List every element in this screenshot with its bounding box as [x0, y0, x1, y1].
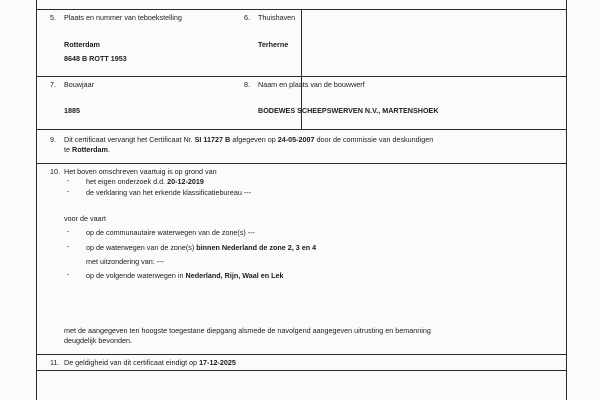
bullet-4: -: [67, 244, 70, 251]
section-9-line1: [64, 135, 433, 144]
section-5-number: 5.: [50, 13, 56, 22]
section-5-label: Plaats en nummer van teboekstelling: [64, 13, 182, 22]
section-9-text-c: door de commissie van deskundigen: [316, 135, 434, 144]
section-9-text-a: Dit certificaat vervangt het Certificaat Nr.: [64, 135, 193, 144]
rule-after-7-8: [36, 129, 567, 130]
section-11-date: 17-12-2025: [199, 358, 236, 367]
section-7-number: 7.: [50, 80, 56, 89]
section-9-line2-a: te: [64, 145, 70, 154]
section-11-text: De geldigheid van dit certificaat eindigt op: [64, 358, 198, 367]
bullet-3: -: [67, 229, 70, 236]
section-9-text-b: afgegeven op: [232, 135, 276, 144]
section-10-closing-line2: deugdelijk bevonden.: [64, 336, 132, 345]
section-9-line2: [64, 145, 110, 154]
section-10-voor-de-vaart: voor de vaart: [64, 214, 106, 223]
bullet-5: -: [67, 272, 70, 279]
section-8-number: 8.: [244, 80, 250, 89]
item-5-text: op de volgende waterwegen in: [86, 271, 184, 280]
item-1-text: het eigen onderzoek d.d.: [86, 177, 166, 186]
section-10-item-4: [86, 243, 316, 252]
rule-after-11: [36, 370, 567, 371]
section-6-number: 6.: [244, 13, 250, 22]
section-10-item-2: de verklaring van het erkende klassificatiebureau ---: [86, 188, 251, 197]
bullet-2: -: [67, 189, 70, 196]
section-10-closing-line1: met de aangegeven ten hoogste toegestane diepgang alsmede de navolgend aangegeven uitrusting en bemanning: [64, 326, 431, 335]
section-6-value: Terherne: [258, 40, 289, 49]
section-8-label: Naam en plaats van de bouwwerf: [258, 80, 365, 89]
section-9-date: 24-05-2007: [277, 135, 315, 144]
section-10-exception: met uitzondering van: ---: [86, 257, 164, 266]
section-8-value: BODEWES SCHEEPSWERVEN N.V., MARTENSHOEK: [258, 106, 439, 115]
section-10-item-3: op de communautaire waterwegen van de zone(s) ---: [86, 228, 255, 237]
section-7-label: Bouwjaar: [64, 80, 94, 89]
item-4-text: op de waterwegen van de zone(s): [86, 243, 195, 252]
section-5-value-number: 8648 B ROTT 1953: [64, 54, 127, 63]
rule-after-9: [36, 163, 567, 164]
item-4-zones: binnen Nederland de zone 2, 3 en 4: [196, 243, 317, 252]
section-9-place: Rotterdam: [72, 145, 108, 154]
section-9-cert-number: SI 11727 B: [194, 135, 231, 144]
section-5-value-place: Rotterdam: [64, 40, 100, 49]
section-11-line: [64, 358, 236, 367]
section-7-value: 1885: [64, 106, 80, 115]
bullet-1: -: [67, 178, 70, 185]
item-5-waterways: Nederland, Rijn, Waal en Lek: [185, 271, 284, 280]
section-10-intro: Het boven omschreven vaartuig is op grond van: [64, 167, 217, 176]
section-6-label: Thuishaven: [258, 13, 296, 22]
section-10-number: 10.: [50, 167, 60, 176]
section-9-line2-b: .: [107, 145, 110, 154]
section-9-number: 9.: [50, 135, 56, 144]
rule-after-10: [36, 354, 567, 355]
section-10-item-5: [86, 271, 284, 280]
item-1-date: 20-12-2019: [167, 177, 204, 186]
section-10-item-1: [86, 177, 204, 186]
section-11-number: 11.: [50, 358, 60, 367]
